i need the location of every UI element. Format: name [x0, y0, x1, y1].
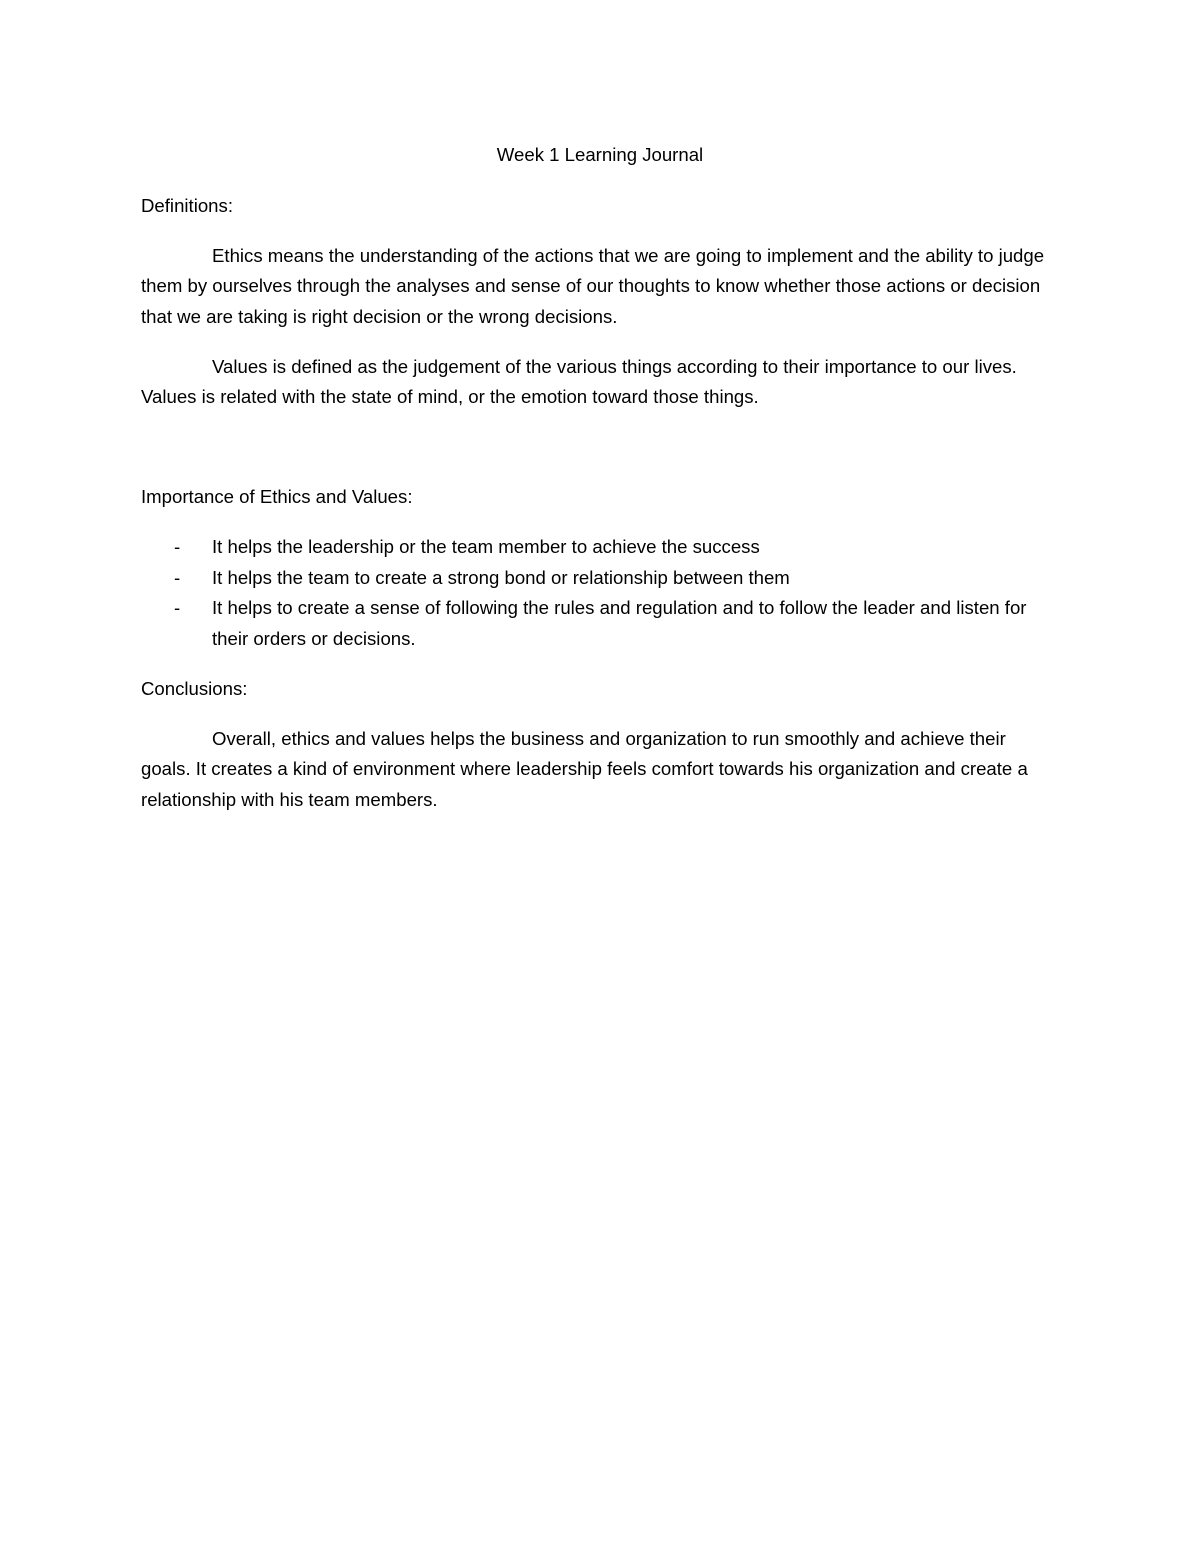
conclusions-heading: Conclusions:: [141, 677, 248, 699]
list-item: [141, 563, 1059, 594]
definitions-heading: Definitions:: [141, 194, 233, 216]
list-item-text: It helps to create a sense of following the rules and regulation and to follow the leader and listen for their orders or decisions.: [212, 597, 1027, 649]
list-item-text: It helps the leadership or the team member to achieve the success: [212, 536, 760, 557]
conclusion-paragraph: Overall, ethics and values helps the business and organization to run smoothly and achieve their goals. It creates a kind of environment where leadership feels comfort towards his organization and create a relationship with his team members.: [141, 727, 1028, 810]
list-item-text: It helps the team to create a strong bond or relationship between them: [212, 566, 790, 588]
list-item: [141, 593, 1059, 654]
section-spacer: [141, 432, 1059, 482]
importance-heading: Importance of Ethics and Values:: [141, 486, 413, 507]
ethics-definition-paragraph: Ethics means the understanding of the actions that we are going to implement and the ability to judge them by ourselves through the analyses and sense of our thoughts to know whether those actions or decision that we are taking is right decision or the wrong decisions.: [141, 244, 1045, 327]
values-definition-paragraph: Values is defined as the judgement of the various things according to their importance to our lives. Values is related with the state of mind, or the emotion toward those things.: [141, 355, 1017, 407]
importance-list: [141, 532, 1059, 654]
list-item: [141, 532, 1059, 563]
bullet-dash: -: [174, 536, 181, 557]
bullet-dash: -: [174, 597, 181, 618]
document-title: Week 1 Learning Journal: [496, 144, 704, 165]
bullet-dash: -: [174, 566, 181, 588]
document-body: [141, 140, 1059, 815]
